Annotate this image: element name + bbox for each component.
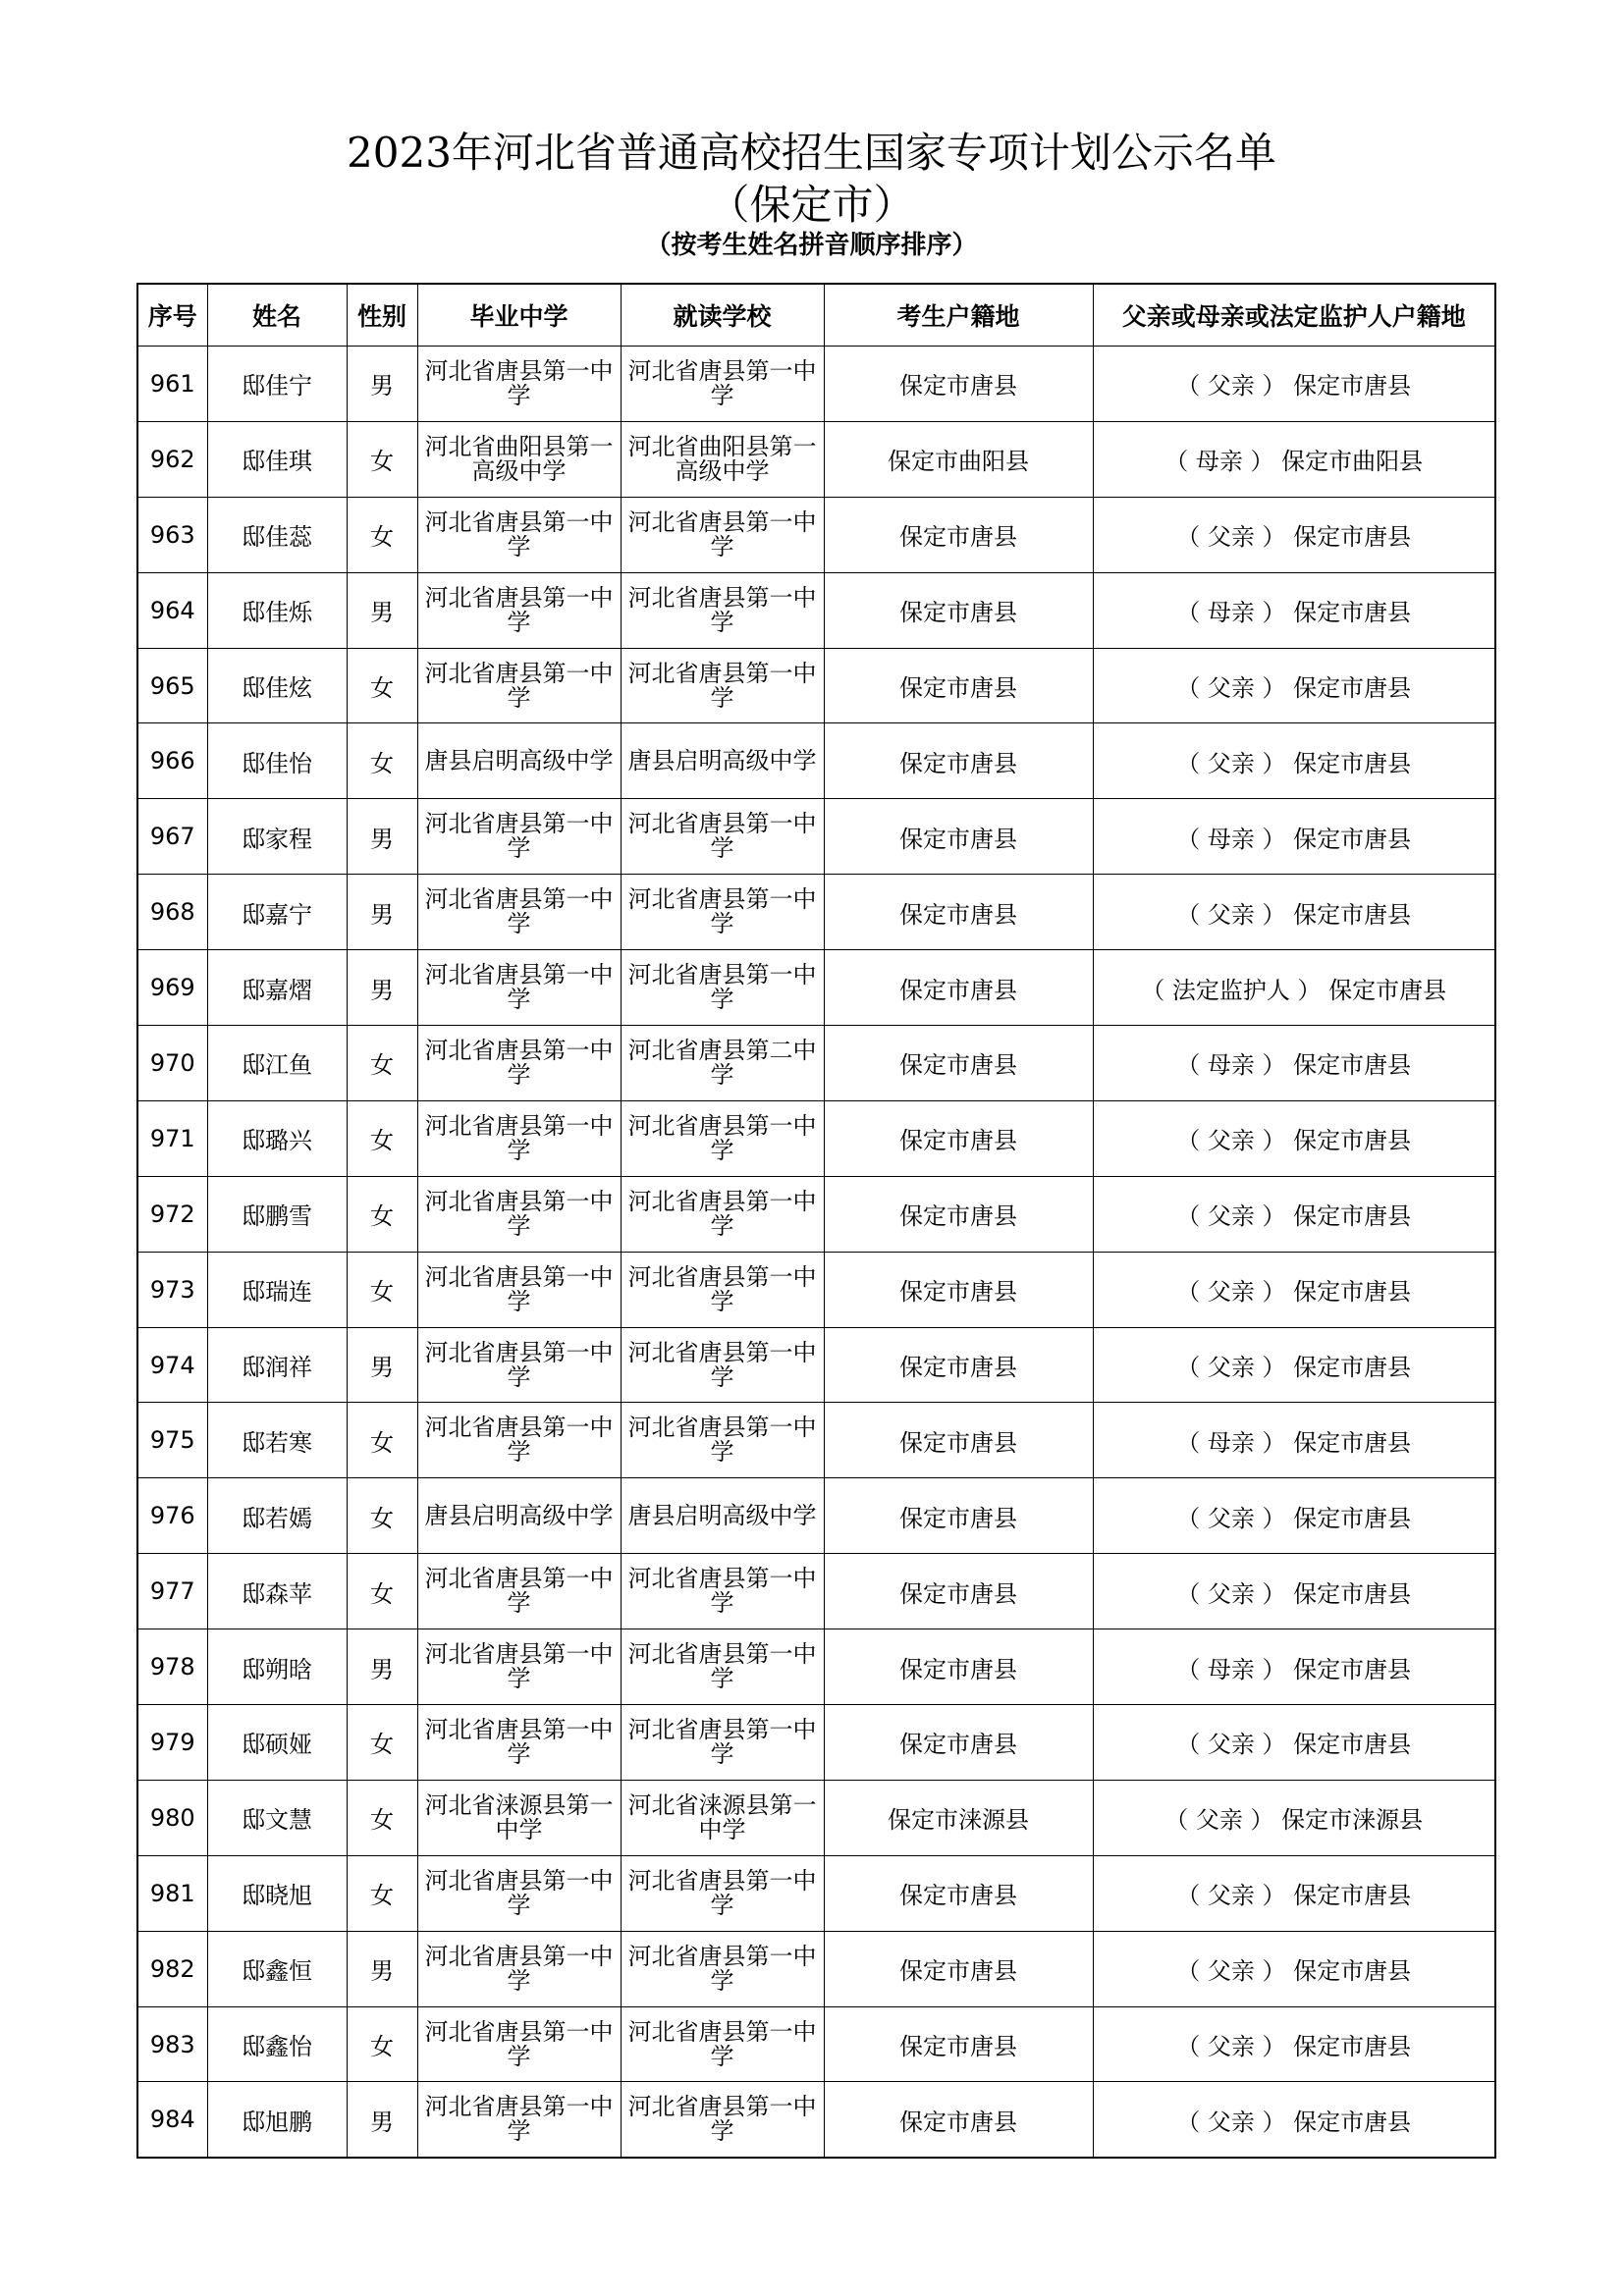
- cell-guardian-household: （ 父亲 ） 保定市唐县: [1093, 2082, 1495, 2158]
- cell-no: 964: [137, 572, 207, 648]
- cell-household: 保定市唐县: [824, 1252, 1093, 1327]
- cell-gender: 男: [347, 950, 417, 1026]
- cell-no: 966: [137, 723, 207, 799]
- cell-household: 保定市唐县: [824, 2082, 1093, 2158]
- cell-current-school: 河北省唐县第一中学: [621, 799, 824, 875]
- cell-grad-school: 河北省曲阳县第一高级中学: [417, 421, 621, 497]
- cell-household: 保定市唐县: [824, 1855, 1093, 1931]
- cell-gender: 女: [347, 1403, 417, 1478]
- cell-grad-school: 唐县启明高级中学: [417, 723, 621, 799]
- cell-gender: 男: [347, 1629, 417, 1705]
- column-header-no: 序号: [137, 284, 207, 347]
- cell-no: 982: [137, 1931, 207, 2006]
- table-row: [137, 950, 1495, 1026]
- cell-no: 980: [137, 1780, 207, 1855]
- cell-name: 邸润祥: [207, 1327, 347, 1403]
- cell-no: 984: [137, 2082, 207, 2158]
- table-row: [137, 875, 1495, 950]
- table-row: [137, 1629, 1495, 1705]
- cell-household: 保定市唐县: [824, 1629, 1093, 1705]
- column-header-guardian-household: 父亲或母亲或法定监护人户籍地: [1093, 284, 1495, 347]
- cell-household: 保定市唐县: [824, 572, 1093, 648]
- cell-no: 973: [137, 1252, 207, 1327]
- cell-household: 保定市唐县: [824, 347, 1093, 422]
- cell-name: 邸佳烁: [207, 572, 347, 648]
- cell-current-school: 河北省唐县第一中学: [621, 1629, 824, 1705]
- cell-guardian-household: （ 父亲 ） 保定市唐县: [1093, 723, 1495, 799]
- cell-guardian-household: （ 母亲 ） 保定市唐县: [1093, 1403, 1495, 1478]
- cell-grad-school: 河北省唐县第一中学: [417, 2006, 621, 2082]
- cell-household: 保定市唐县: [824, 1478, 1093, 1554]
- cell-grad-school: 河北省唐县第一中学: [417, 875, 621, 950]
- cell-current-school: 河北省唐县第一中学: [621, 1554, 824, 1629]
- cell-gender: 女: [347, 1176, 417, 1252]
- cell-gender: 女: [347, 2006, 417, 2082]
- cell-gender: 女: [347, 1252, 417, 1327]
- cell-gender: 女: [347, 1478, 417, 1554]
- roster-table: [136, 283, 1496, 2159]
- cell-current-school: 河北省唐县第一中学: [621, 1327, 824, 1403]
- cell-name: 邸嘉熠: [207, 950, 347, 1026]
- cell-name: 邸森苹: [207, 1554, 347, 1629]
- cell-grad-school: 河北省唐县第一中学: [417, 1705, 621, 1781]
- cell-gender: 男: [347, 875, 417, 950]
- cell-household: 保定市唐县: [824, 875, 1093, 950]
- cell-gender: 女: [347, 1855, 417, 1931]
- cell-gender: 女: [347, 1026, 417, 1101]
- cell-guardian-household: （ 法定监护人 ） 保定市唐县: [1093, 950, 1495, 1026]
- cell-name: 邸璐兴: [207, 1100, 347, 1176]
- cell-gender: 女: [347, 1100, 417, 1176]
- cell-current-school: 河北省唐县第一中学: [621, 497, 824, 572]
- cell-household: 保定市唐县: [824, 1100, 1093, 1176]
- cell-guardian-household: （ 父亲 ） 保定市唐县: [1093, 1931, 1495, 2006]
- cell-gender: 女: [347, 421, 417, 497]
- cell-current-school: 河北省唐县第一中学: [621, 572, 824, 648]
- cell-no: 968: [137, 875, 207, 950]
- cell-name: 邸鹏雪: [207, 1176, 347, 1252]
- cell-guardian-household: （ 父亲 ） 保定市唐县: [1093, 1855, 1495, 1931]
- cell-current-school: 河北省唐县第一中学: [621, 1252, 824, 1327]
- cell-household: 保定市唐县: [824, 1403, 1093, 1478]
- cell-grad-school: 河北省涞源县第一中学: [417, 1780, 621, 1855]
- cell-name: 邸佳怡: [207, 723, 347, 799]
- table-row: [137, 1176, 1495, 1252]
- cell-no: 975: [137, 1403, 207, 1478]
- column-header-household: 考生户籍地: [824, 284, 1093, 347]
- table-row: [137, 497, 1495, 572]
- cell-current-school: 河北省唐县第一中学: [621, 1176, 824, 1252]
- cell-no: 983: [137, 2006, 207, 2082]
- cell-current-school: 河北省唐县第一中学: [621, 950, 824, 1026]
- cell-gender: 男: [347, 799, 417, 875]
- cell-guardian-household: （ 母亲 ） 保定市唐县: [1093, 799, 1495, 875]
- cell-current-school: 河北省唐县第二中学: [621, 1026, 824, 1101]
- table-row: [137, 1478, 1495, 1554]
- cell-guardian-household: （ 父亲 ） 保定市唐县: [1093, 1554, 1495, 1629]
- table-row: [137, 572, 1495, 648]
- header-row: [137, 284, 1495, 347]
- cell-no: 981: [137, 1855, 207, 1931]
- cell-gender: 女: [347, 1780, 417, 1855]
- table-row: [137, 1855, 1495, 1931]
- cell-no: 974: [137, 1327, 207, 1403]
- cell-guardian-household: （ 父亲 ） 保定市唐县: [1093, 648, 1495, 723]
- table-row: [137, 723, 1495, 799]
- cell-no: 963: [137, 497, 207, 572]
- cell-no: 969: [137, 950, 207, 1026]
- cell-no: 972: [137, 1176, 207, 1252]
- cell-name: 邸鑫怡: [207, 2006, 347, 2082]
- cell-name: 邸若嫣: [207, 1478, 347, 1554]
- table-row: [137, 347, 1495, 422]
- cell-guardian-household: （ 父亲 ） 保定市唐县: [1093, 1478, 1495, 1554]
- cell-household: 保定市唐县: [824, 723, 1093, 799]
- cell-guardian-household: （ 父亲 ） 保定市唐县: [1093, 1100, 1495, 1176]
- cell-name: 邸佳蕊: [207, 497, 347, 572]
- cell-name: 邸鑫恒: [207, 1931, 347, 2006]
- roster-body: [137, 347, 1495, 2159]
- cell-name: 邸旭鹏: [207, 2082, 347, 2158]
- cell-current-school: 河北省曲阳县第一高级中学: [621, 421, 824, 497]
- table-row: [137, 799, 1495, 875]
- cell-household: 保定市唐县: [824, 1931, 1093, 2006]
- cell-no: 979: [137, 1705, 207, 1781]
- table-row: [137, 1705, 1495, 1781]
- cell-name: 邸佳炫: [207, 648, 347, 723]
- cell-current-school: 河北省唐县第一中学: [621, 2082, 824, 2158]
- cell-guardian-household: （ 母亲 ） 保定市唐县: [1093, 1629, 1495, 1705]
- cell-guardian-household: （ 母亲 ） 保定市唐县: [1093, 1026, 1495, 1101]
- cell-gender: 女: [347, 723, 417, 799]
- column-header-grad-school: 毕业中学: [417, 284, 621, 347]
- cell-no: 977: [137, 1554, 207, 1629]
- cell-household: 保定市涞源县: [824, 1780, 1093, 1855]
- column-header-current-school: 就读学校: [621, 284, 824, 347]
- cell-current-school: 河北省唐县第一中学: [621, 1100, 824, 1176]
- cell-no: 967: [137, 799, 207, 875]
- cell-guardian-household: （ 父亲 ） 保定市唐县: [1093, 347, 1495, 422]
- cell-household: 保定市曲阳县: [824, 421, 1093, 497]
- cell-grad-school: 河北省唐县第一中学: [417, 347, 621, 422]
- cell-grad-school: 河北省唐县第一中学: [417, 1252, 621, 1327]
- cell-no: 978: [137, 1629, 207, 1705]
- cell-household: 保定市唐县: [824, 799, 1093, 875]
- cell-gender: 女: [347, 1705, 417, 1781]
- cell-household: 保定市唐县: [824, 1026, 1093, 1101]
- cell-grad-school: 河北省唐县第一中学: [417, 1403, 621, 1478]
- cell-guardian-household: （ 母亲 ） 保定市曲阳县: [1093, 421, 1495, 497]
- cell-current-school: 河北省涞源县第一中学: [621, 1780, 824, 1855]
- table-row: [137, 1403, 1495, 1478]
- table-row: [137, 1100, 1495, 1176]
- cell-household: 保定市唐县: [824, 1176, 1093, 1252]
- cell-guardian-household: （ 父亲 ） 保定市唐县: [1093, 1327, 1495, 1403]
- table-row: [137, 421, 1495, 497]
- cell-gender: 男: [347, 572, 417, 648]
- table-row: [137, 1252, 1495, 1327]
- table-row: [137, 2006, 1495, 2082]
- table-row: [137, 1554, 1495, 1629]
- cell-guardian-household: （ 父亲 ） 保定市唐县: [1093, 1705, 1495, 1781]
- cell-name: 邸硕娅: [207, 1705, 347, 1781]
- cell-current-school: 唐县启明高级中学: [621, 723, 824, 799]
- cell-grad-school: 唐县启明高级中学: [417, 1478, 621, 1554]
- cell-grad-school: 河北省唐县第一中学: [417, 1100, 621, 1176]
- cell-household: 保定市唐县: [824, 497, 1093, 572]
- cell-current-school: 河北省唐县第一中学: [621, 2006, 824, 2082]
- cell-no: 962: [137, 421, 207, 497]
- sort-note: （按考生姓名拼音顺序排序）: [645, 231, 978, 260]
- cell-guardian-household: （ 父亲 ） 保定市唐县: [1093, 875, 1495, 950]
- cell-name: 邸江鱼: [207, 1026, 347, 1101]
- cell-current-school: 河北省唐县第一中学: [621, 875, 824, 950]
- cell-grad-school: 河北省唐县第一中学: [417, 2082, 621, 2158]
- cell-no: 970: [137, 1026, 207, 1101]
- cell-gender: 男: [347, 1327, 417, 1403]
- page-title: 2023年河北省普通高校招生国家专项计划公示名单: [347, 129, 1276, 177]
- table-row: [137, 1931, 1495, 2006]
- cell-guardian-household: （ 父亲 ） 保定市唐县: [1093, 1252, 1495, 1327]
- cell-grad-school: 河北省唐县第一中学: [417, 1176, 621, 1252]
- cell-household: 保定市唐县: [824, 950, 1093, 1026]
- cell-name: 邸佳琪: [207, 421, 347, 497]
- cell-grad-school: 河北省唐县第一中学: [417, 799, 621, 875]
- cell-guardian-household: （ 母亲 ） 保定市唐县: [1093, 572, 1495, 648]
- cell-grad-school: 河北省唐县第一中学: [417, 497, 621, 572]
- cell-grad-school: 河北省唐县第一中学: [417, 950, 621, 1026]
- cell-grad-school: 河北省唐县第一中学: [417, 1554, 621, 1629]
- cell-guardian-household: （ 父亲 ） 保定市涞源县: [1093, 1780, 1495, 1855]
- cell-current-school: 唐县启明高级中学: [621, 1478, 824, 1554]
- table-row: [137, 1026, 1495, 1101]
- cell-gender: 女: [347, 648, 417, 723]
- cell-name: 邸晓旭: [207, 1855, 347, 1931]
- cell-current-school: 河北省唐县第一中学: [621, 1855, 824, 1931]
- cell-grad-school: 河北省唐县第一中学: [417, 648, 621, 723]
- cell-name: 邸若寒: [207, 1403, 347, 1478]
- cell-household: 保定市唐县: [824, 1554, 1093, 1629]
- cell-household: 保定市唐县: [824, 1327, 1093, 1403]
- cell-grad-school: 河北省唐县第一中学: [417, 1629, 621, 1705]
- table-row: [137, 1780, 1495, 1855]
- cell-gender: 男: [347, 2082, 417, 2158]
- cell-no: 971: [137, 1100, 207, 1176]
- cell-grad-school: 河北省唐县第一中学: [417, 1327, 621, 1403]
- cell-no: 965: [137, 648, 207, 723]
- cell-name: 邸佳宁: [207, 347, 347, 422]
- cell-grad-school: 河北省唐县第一中学: [417, 1931, 621, 2006]
- cell-gender: 女: [347, 497, 417, 572]
- cell-current-school: 河北省唐县第一中学: [621, 1403, 824, 1478]
- cell-guardian-household: （ 父亲 ） 保定市唐县: [1093, 2006, 1495, 2082]
- cell-no: 976: [137, 1478, 207, 1554]
- table-row: [137, 648, 1495, 723]
- cell-grad-school: 河北省唐县第一中学: [417, 572, 621, 648]
- cell-gender: 男: [347, 1931, 417, 2006]
- table-row: [137, 2082, 1495, 2158]
- cell-grad-school: 河北省唐县第一中学: [417, 1855, 621, 1931]
- cell-gender: 女: [347, 1554, 417, 1629]
- column-header-gender: 性别: [347, 284, 417, 347]
- cell-current-school: 河北省唐县第一中学: [621, 347, 824, 422]
- cell-household: 保定市唐县: [824, 2006, 1093, 2082]
- cell-household: 保定市唐县: [824, 1705, 1093, 1781]
- table-row: [137, 1327, 1495, 1403]
- cell-guardian-household: （ 父亲 ） 保定市唐县: [1093, 497, 1495, 572]
- cell-name: 邸朔晗: [207, 1629, 347, 1705]
- cell-name: 邸家程: [207, 799, 347, 875]
- cell-current-school: 河北省唐县第一中学: [621, 1931, 824, 2006]
- cell-guardian-household: （ 父亲 ） 保定市唐县: [1093, 1176, 1495, 1252]
- column-header-name: 姓名: [207, 284, 347, 347]
- cell-name: 邸瑞连: [207, 1252, 347, 1327]
- cell-current-school: 河北省唐县第一中学: [621, 648, 824, 723]
- cell-current-school: 河北省唐县第一中学: [621, 1705, 824, 1781]
- cell-name: 邸文慧: [207, 1780, 347, 1855]
- cell-grad-school: 河北省唐县第一中学: [417, 1026, 621, 1101]
- cell-household: 保定市唐县: [824, 648, 1093, 723]
- page-subtitle-city: （保定市）: [708, 181, 915, 229]
- cell-no: 961: [137, 347, 207, 422]
- cell-name: 邸嘉宁: [207, 875, 347, 950]
- cell-gender: 男: [347, 347, 417, 422]
